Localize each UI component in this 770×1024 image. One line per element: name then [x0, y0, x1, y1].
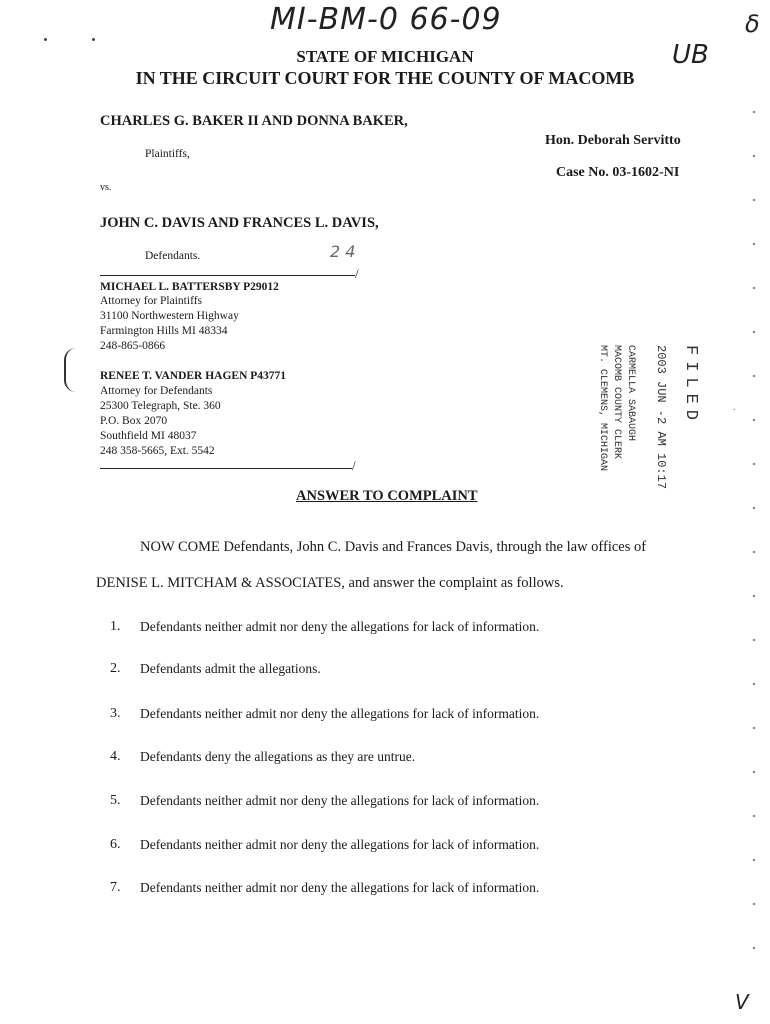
defendant-attorney-role: Attorney for Defendants [100, 385, 213, 397]
answer-number: 2. [110, 661, 121, 676]
answer-text: Defendants neither admit nor deny the allegations for lack of information. [140, 706, 540, 721]
answer-text: Defendants admit the allegations. [140, 661, 321, 676]
court-state-heading: STATE OF MICHIGAN [296, 47, 474, 66]
attorney-slash: / [352, 458, 356, 473]
defendants-names: JOHN C. DAVIS AND FRANCES L. DAVIS, [100, 215, 379, 231]
handwritten-corner-mark: δ [745, 10, 760, 38]
plaintiff-attorney-role: Attorney for Plaintiffs [100, 295, 202, 307]
handwritten-bracket-mark [64, 348, 84, 392]
defendant-attorney-address2: P.O. Box 2070 [100, 415, 168, 427]
handwritten-bottom-mark: V [735, 990, 749, 1014]
handwritten-initials: UB [672, 40, 709, 70]
defendant-attorney-address3: Southfield MI 48037 [100, 430, 197, 442]
answer-text: Defendants neither admit nor deny the allegations for lack of information. [140, 619, 540, 634]
defendant-attorney-phone: 248 358-5665, Ext. 5542 [100, 445, 215, 457]
judge-name: Hon. Deborah Servitto [545, 133, 681, 148]
margin-tick-mark: . [733, 402, 736, 413]
answer-text: Defendants deny the allegations as they are untrue. [140, 749, 416, 764]
stamp-county: MACOMB COUNTY CLERK [611, 345, 622, 460]
versus-label: vs. [100, 182, 112, 193]
answer-number: 5. [110, 793, 121, 808]
attorney-divider [100, 468, 352, 469]
margin-dot-1 [44, 38, 47, 41]
plaintiff-attorney-phone: 248-865-0866 [100, 340, 166, 352]
plaintiff-attorney-name: MICHAEL L. BATTERSBY P29012 [100, 281, 279, 293]
stamp-date: 2003 JUN -2 AM 10:17 [654, 345, 668, 490]
defendant-attorney-address1: 25300 Telegraph, Ste. 360 [100, 400, 221, 412]
answer-number: 7. [110, 880, 121, 895]
handwritten-case-code: MI-BM-0 66-09 [270, 2, 502, 37]
defendants-label: Defendants. [145, 250, 201, 262]
scan-margin-dots [752, 90, 756, 990]
caption-divider [100, 275, 355, 276]
intro-line-2: DENISE L. MITCHAM & ASSOCIATES, and answer the complaint as follows. [96, 575, 564, 591]
court-county-heading: IN THE CIRCUIT COURT FOR THE COUNTY OF MACOMB [135, 68, 635, 88]
plaintiff-attorney-address1: 31100 Northwestern Highway [100, 310, 239, 322]
answer-number: 3. [110, 706, 121, 721]
plaintiffs-label: Plaintiffs, [145, 148, 190, 160]
intro-line-1: NOW COME Defendants, John C. Davis and Frances Davis, through the law offices of [140, 539, 647, 555]
answer-number: 1. [110, 619, 121, 634]
case-number: Case No. 03-1602-NI [556, 165, 680, 180]
caption-slash: / [355, 266, 359, 281]
document-title: ANSWER TO COMPLAINT [296, 488, 478, 504]
stamp-filed: FILED [681, 345, 700, 427]
answer-text: Defendants neither admit nor deny the allegations for lack of information. [140, 880, 540, 895]
defendant-attorney-name: RENEE T. VANDER HAGEN P43771 [100, 370, 287, 382]
plaintiffs-names: CHARLES G. BAKER II AND DONNA BAKER, [100, 113, 408, 129]
filed-stamp [538, 345, 708, 490]
stamp-city: MT. CLEMENS, MICHIGAN [597, 345, 608, 472]
handwritten-page-note: 2 4 [330, 242, 356, 261]
margin-dot-2 [92, 38, 95, 41]
plaintiff-attorney-address2: Farmington Hills MI 48334 [100, 325, 228, 337]
answer-text: Defendants neither admit nor deny the allegations for lack of information. [140, 793, 540, 808]
answer-number: 4. [110, 749, 121, 764]
answer-number: 6. [110, 837, 121, 852]
answer-text: Defendants neither admit nor deny the allegations for lack of information. [140, 837, 540, 852]
stamp-clerk: CARMELLA SABAUGH [625, 345, 636, 442]
